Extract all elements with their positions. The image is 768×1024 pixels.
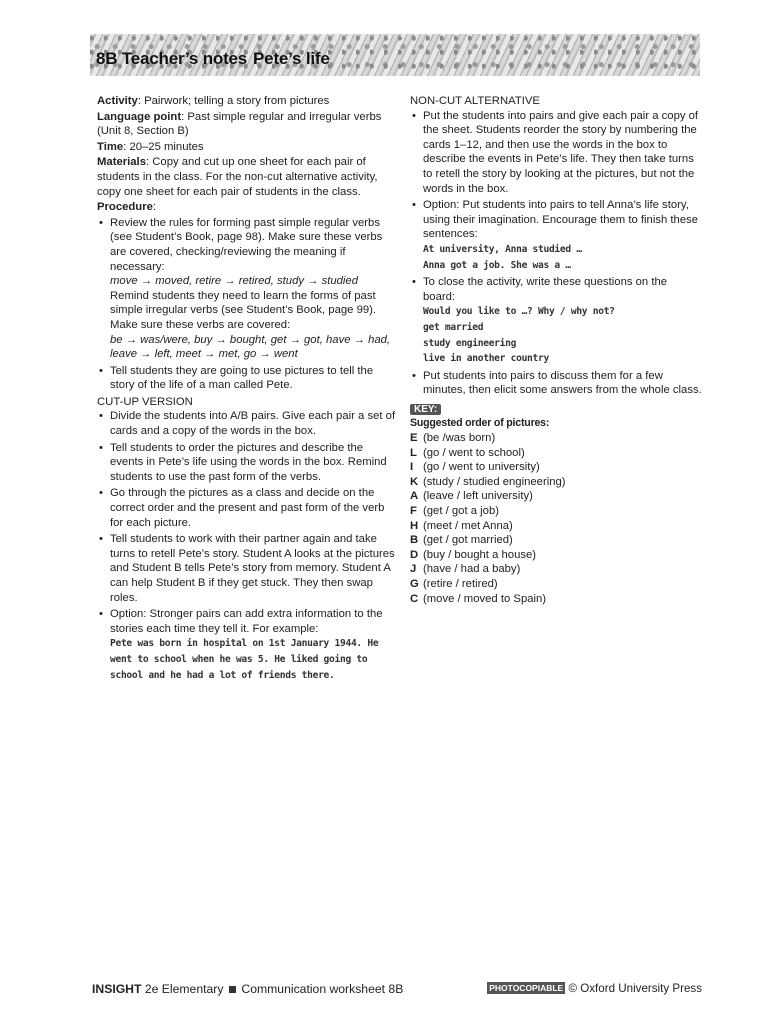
time-line	[97, 140, 397, 155]
cut2-text: Tell students to order the pictures and describe the events in Pete’s life using the words in the box. Remind students to use the past form of the verbs.	[110, 441, 387, 483]
materials-text: : Copy and cut up one sheet for each pair of students in the class. For the non-cut alternative activity, copy one sheet for each pair of students in the class.	[97, 156, 378, 198]
key-item	[410, 489, 702, 504]
time-text: : 20–25 minutes	[123, 140, 204, 153]
key-letter: B	[410, 534, 419, 547]
time-label: Time	[97, 140, 124, 153]
board-question: Would you like to …? Why / why not?	[423, 306, 615, 318]
footer-copyright-block	[487, 982, 702, 995]
key-letter: L	[410, 446, 417, 459]
key-text: (go / went to school)	[423, 446, 525, 459]
list-item	[97, 364, 397, 393]
procedure-list	[97, 216, 397, 393]
key-text: (get / got a job)	[423, 505, 499, 518]
proc1-text: Review the rules for forming past simple regular verbs (see Student’s Book, page 98). Make sure these verbs are covered, checking/reviewing the meaning if necessary:	[110, 216, 383, 273]
key-text: (have / had a baby)	[423, 563, 521, 576]
list-item	[97, 409, 397, 438]
board-option-1: get married	[423, 321, 484, 333]
noncut-list	[410, 109, 702, 398]
footer-copyright: © Oxford University Press	[568, 982, 702, 995]
square-bullet-icon	[229, 986, 236, 993]
list-item	[410, 198, 702, 273]
list-item	[97, 441, 397, 485]
cut1-text: Divide the students into A/B pairs. Give each pair a set of cards and a copy of the words in the box.	[110, 410, 396, 438]
footer-edition: 2e Elementary	[144, 982, 224, 996]
board-option-2: study engineering	[423, 337, 517, 349]
list-item	[97, 607, 397, 683]
board-option-3: live in another country	[423, 353, 549, 365]
proc1-reminder: Remind students they need to learn the forms of past simple irregular verbs (see Student’s Book, page 99). Make sure these verbs are covered:	[110, 289, 377, 331]
sentence-prompt-2: Anna got a job. She was a …	[423, 259, 571, 271]
language-label: Language point	[97, 110, 182, 123]
key-item	[410, 548, 702, 563]
list-item	[410, 275, 702, 367]
key-text: (get / got married)	[423, 534, 513, 547]
key-text: (buy / bought a house)	[423, 548, 537, 561]
nc3-text: To close the activity, write these questions on the board:	[423, 276, 668, 303]
page-title	[96, 49, 330, 69]
proc2-text: Tell students they are going to use pictures to tell the story of the life of a man called Pete.	[110, 364, 374, 392]
procedure-label: Procedure	[97, 201, 153, 214]
key-heading: Suggested order of pictures:	[410, 417, 550, 430]
key-text: (study / studied engineering)	[423, 475, 566, 488]
key-item	[410, 446, 702, 461]
activity-line	[97, 94, 397, 109]
noncut-heading: NON-CUT ALTERNATIVE	[410, 95, 540, 107]
left-column	[97, 94, 397, 685]
nc4-text: Put students into pairs to discuss them for a few minutes, then elicit some answers from the whole class.	[423, 369, 702, 397]
footer	[92, 982, 702, 998]
footer-brand: INSIGHT	[92, 982, 142, 996]
key-letter: C	[410, 592, 419, 605]
photocopiable-badge: PHOTOCOPIABLE	[489, 983, 564, 993]
key-letter: E	[410, 432, 418, 445]
key-letter: A	[410, 490, 419, 503]
key-item	[410, 592, 702, 607]
language-line	[97, 110, 397, 139]
key-item	[410, 562, 702, 577]
title-subtitle: Pete’s life	[253, 49, 330, 68]
key-text: (meet / met Anna)	[423, 519, 513, 532]
key-letter: J	[410, 563, 417, 576]
materials-label: Materials	[97, 156, 146, 169]
procedure-colon: :	[152, 201, 157, 214]
materials-line	[97, 155, 397, 199]
cut3-text: Go through the pictures as a class and decide on the correct order and the present and past form of the verb for each picture.	[110, 487, 385, 529]
cut-up-heading: CUT-UP VERSION	[97, 395, 193, 408]
key-item	[410, 533, 702, 548]
nc1-text: Put the students into pairs and give each pair a copy of the sheet. Students reorder the story by numbering the cards 1–12, and then use the words in the box to describe the events in Pete’s life. They then take turns to retell the story by looking at the pictures, but not the words in the box.	[423, 109, 699, 195]
key-list	[410, 431, 702, 606]
key-item	[410, 519, 702, 534]
list-item	[97, 532, 397, 605]
key-letter: I	[410, 461, 414, 474]
cut5-text: Option: Stronger pairs can add extra information to the stories each time they tell it. For example:	[110, 608, 383, 635]
key-text: (go / went to university)	[423, 461, 540, 474]
right-column	[410, 94, 702, 606]
irregular-verbs: be → was/were, buy → bought, get → got, have → had, leave → left, meet → met, go → went	[110, 333, 391, 361]
cut-up-list	[97, 409, 397, 683]
activity-text: : Pairwork; telling a story from pictures	[137, 95, 330, 107]
title-main: 8B Teacher’s notes	[96, 49, 248, 68]
key-letter: K	[410, 475, 419, 488]
list-item	[410, 369, 702, 398]
key-letter: H	[410, 519, 419, 532]
key-item	[410, 431, 702, 446]
key-text: (retire / retired)	[423, 578, 498, 590]
key-letter: G	[410, 578, 419, 590]
key-item	[410, 577, 702, 592]
key-badge: KEY:	[410, 404, 441, 415]
key-letter: D	[410, 548, 419, 561]
sentence-prompt-1: At university, Anna studied …	[423, 243, 582, 255]
procedure-line	[97, 200, 397, 215]
list-item	[97, 216, 397, 362]
key-text: (leave / left university)	[423, 490, 533, 503]
key-item	[410, 475, 702, 490]
key-item	[410, 504, 702, 519]
example-story: Pete was born in hospital on 1st January 1944. He went to school when he was 5. He liked going to school and he had a lot of friends there.	[110, 638, 379, 681]
key-item	[410, 460, 702, 475]
list-item	[410, 109, 702, 197]
list-item	[97, 486, 397, 530]
footer-worksheet: Communication worksheet 8B	[241, 982, 404, 996]
activity-label: Activity	[97, 95, 138, 107]
language-text: : Past simple regular and irregular verbs (Unit 8, Section B)	[97, 110, 382, 138]
key-text: (move / moved to Spain)	[423, 592, 547, 605]
nc2-text: Option: Put students into pairs to tell Anna’s life story, using their imagination. Encourage them to finish these sentences:	[423, 199, 699, 241]
regular-verbs: move → moved, retire → retired, study → studied	[110, 275, 358, 288]
key-text: (be /was born)	[423, 432, 496, 445]
key-letter: F	[410, 505, 417, 518]
cut4-text: Tell students to work with their partner again and take turns to retell Pete’s story. Student A looks at the pictures and Student B tells Pete’s story from memory. Student A can help Student B if they get stuck. They then swap roles.	[110, 533, 395, 604]
